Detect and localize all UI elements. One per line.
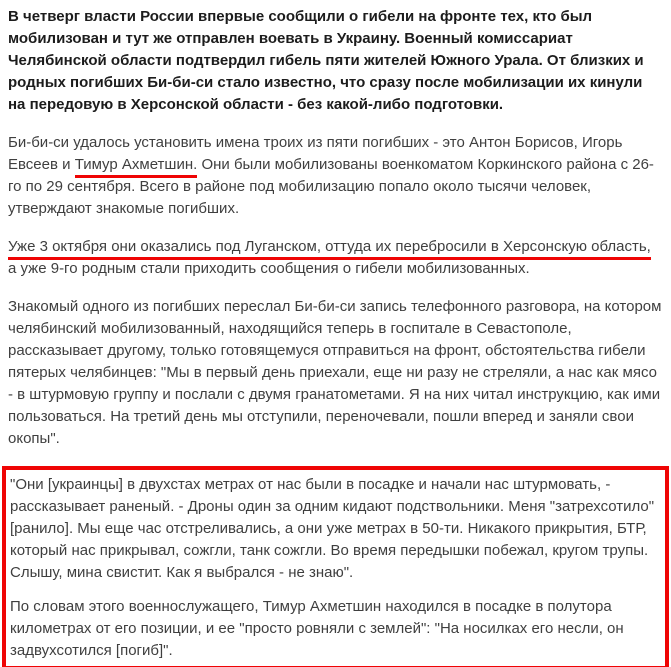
phone-call-paragraph: Знакомый одного из погибших переслал Би-би-си запись телефонного разговора, на котором челябинский мобилизованный, находящийся теперь в госпитале в Севастополе, рассказывает другому, только готовящемуся отправиться на фронт, обстоятельства гибели пятерых челябинцев: "Мы в первый день приехали, еще ни разу не стреляли, а нас как мясо - в штурмовую группу и послали с двумя гранатометами. Я на них читал инструкцию, как ими пользоваться. На третий день мы отступили, переночевали, пошли вперед и заняли свои окопы". (8, 298, 662, 447)
red-underline-lugansk-kherson: Уже 3 октября они оказались под Луганском, оттуда их перебросили в Херсонскую область, (8, 238, 651, 260)
red-annotation-box (2, 466, 669, 667)
names-paragraph (8, 132, 663, 220)
names-paragraph-text-before: Би-би-си удалось установить имена троих из пяти погибших - это Антон Борисов, Игорь Евсеев и (8, 134, 623, 173)
timeline-paragraph-text-after: а уже 9-го родным стали приходить сообщения о гибели мобилизованных. (8, 260, 530, 277)
intro-paragraph: В четверг власти России впервые сообщили о гибели на фронте тех, кто был мобилизован и тут же отправлен воевать в Украину. Военный комиссариат Челябинской области подтвердил гибель пяти жителей Южного Урала. От близких и родных погибших Би-би-си стало известно, что сразу после мобилизации их кинули на передовую в Херсонской области - без какой-либо подготовки. (8, 8, 644, 113)
boxed-quote-paragraph: "Они [украинцы] в двухстах метрах от нас были в посадке и начали нас штурмовать, - рассказывает раненый. - Дроны один за одним кидают подствольники. Меня "затрехсотило" [ранило]. Мы еще час отстреливались, а они уже метрах в 50-ти. Никакого прикрытия, БТР, который нас прикрывал, сожгли, танк сожгли. Во время передышки побежал, кругом трупы. Слышу, мина свистит. Как я выбрался - не знаю". (10, 476, 655, 581)
red-underline-akhmetshin: Тимур Ахметшин. (75, 156, 198, 178)
news-article (8, 6, 663, 667)
names-paragraph-text-after: Они были мобилизованы военкоматом Коркинского района с 26-го по 29 сентября. Всего в районе под мобилизацию попало около тысячи человек, утверждают знакомые погибших. (8, 156, 654, 217)
timeline-paragraph (8, 236, 663, 280)
boxed-akhmetshin-paragraph: По словам этого военнослужащего, Тимур Ахметшин находился в посадке в полутора километрах от его позиции, и ее "просто ровняли с землей": "На носилках его несли, он задвухсотился [погиб]". (10, 598, 624, 659)
